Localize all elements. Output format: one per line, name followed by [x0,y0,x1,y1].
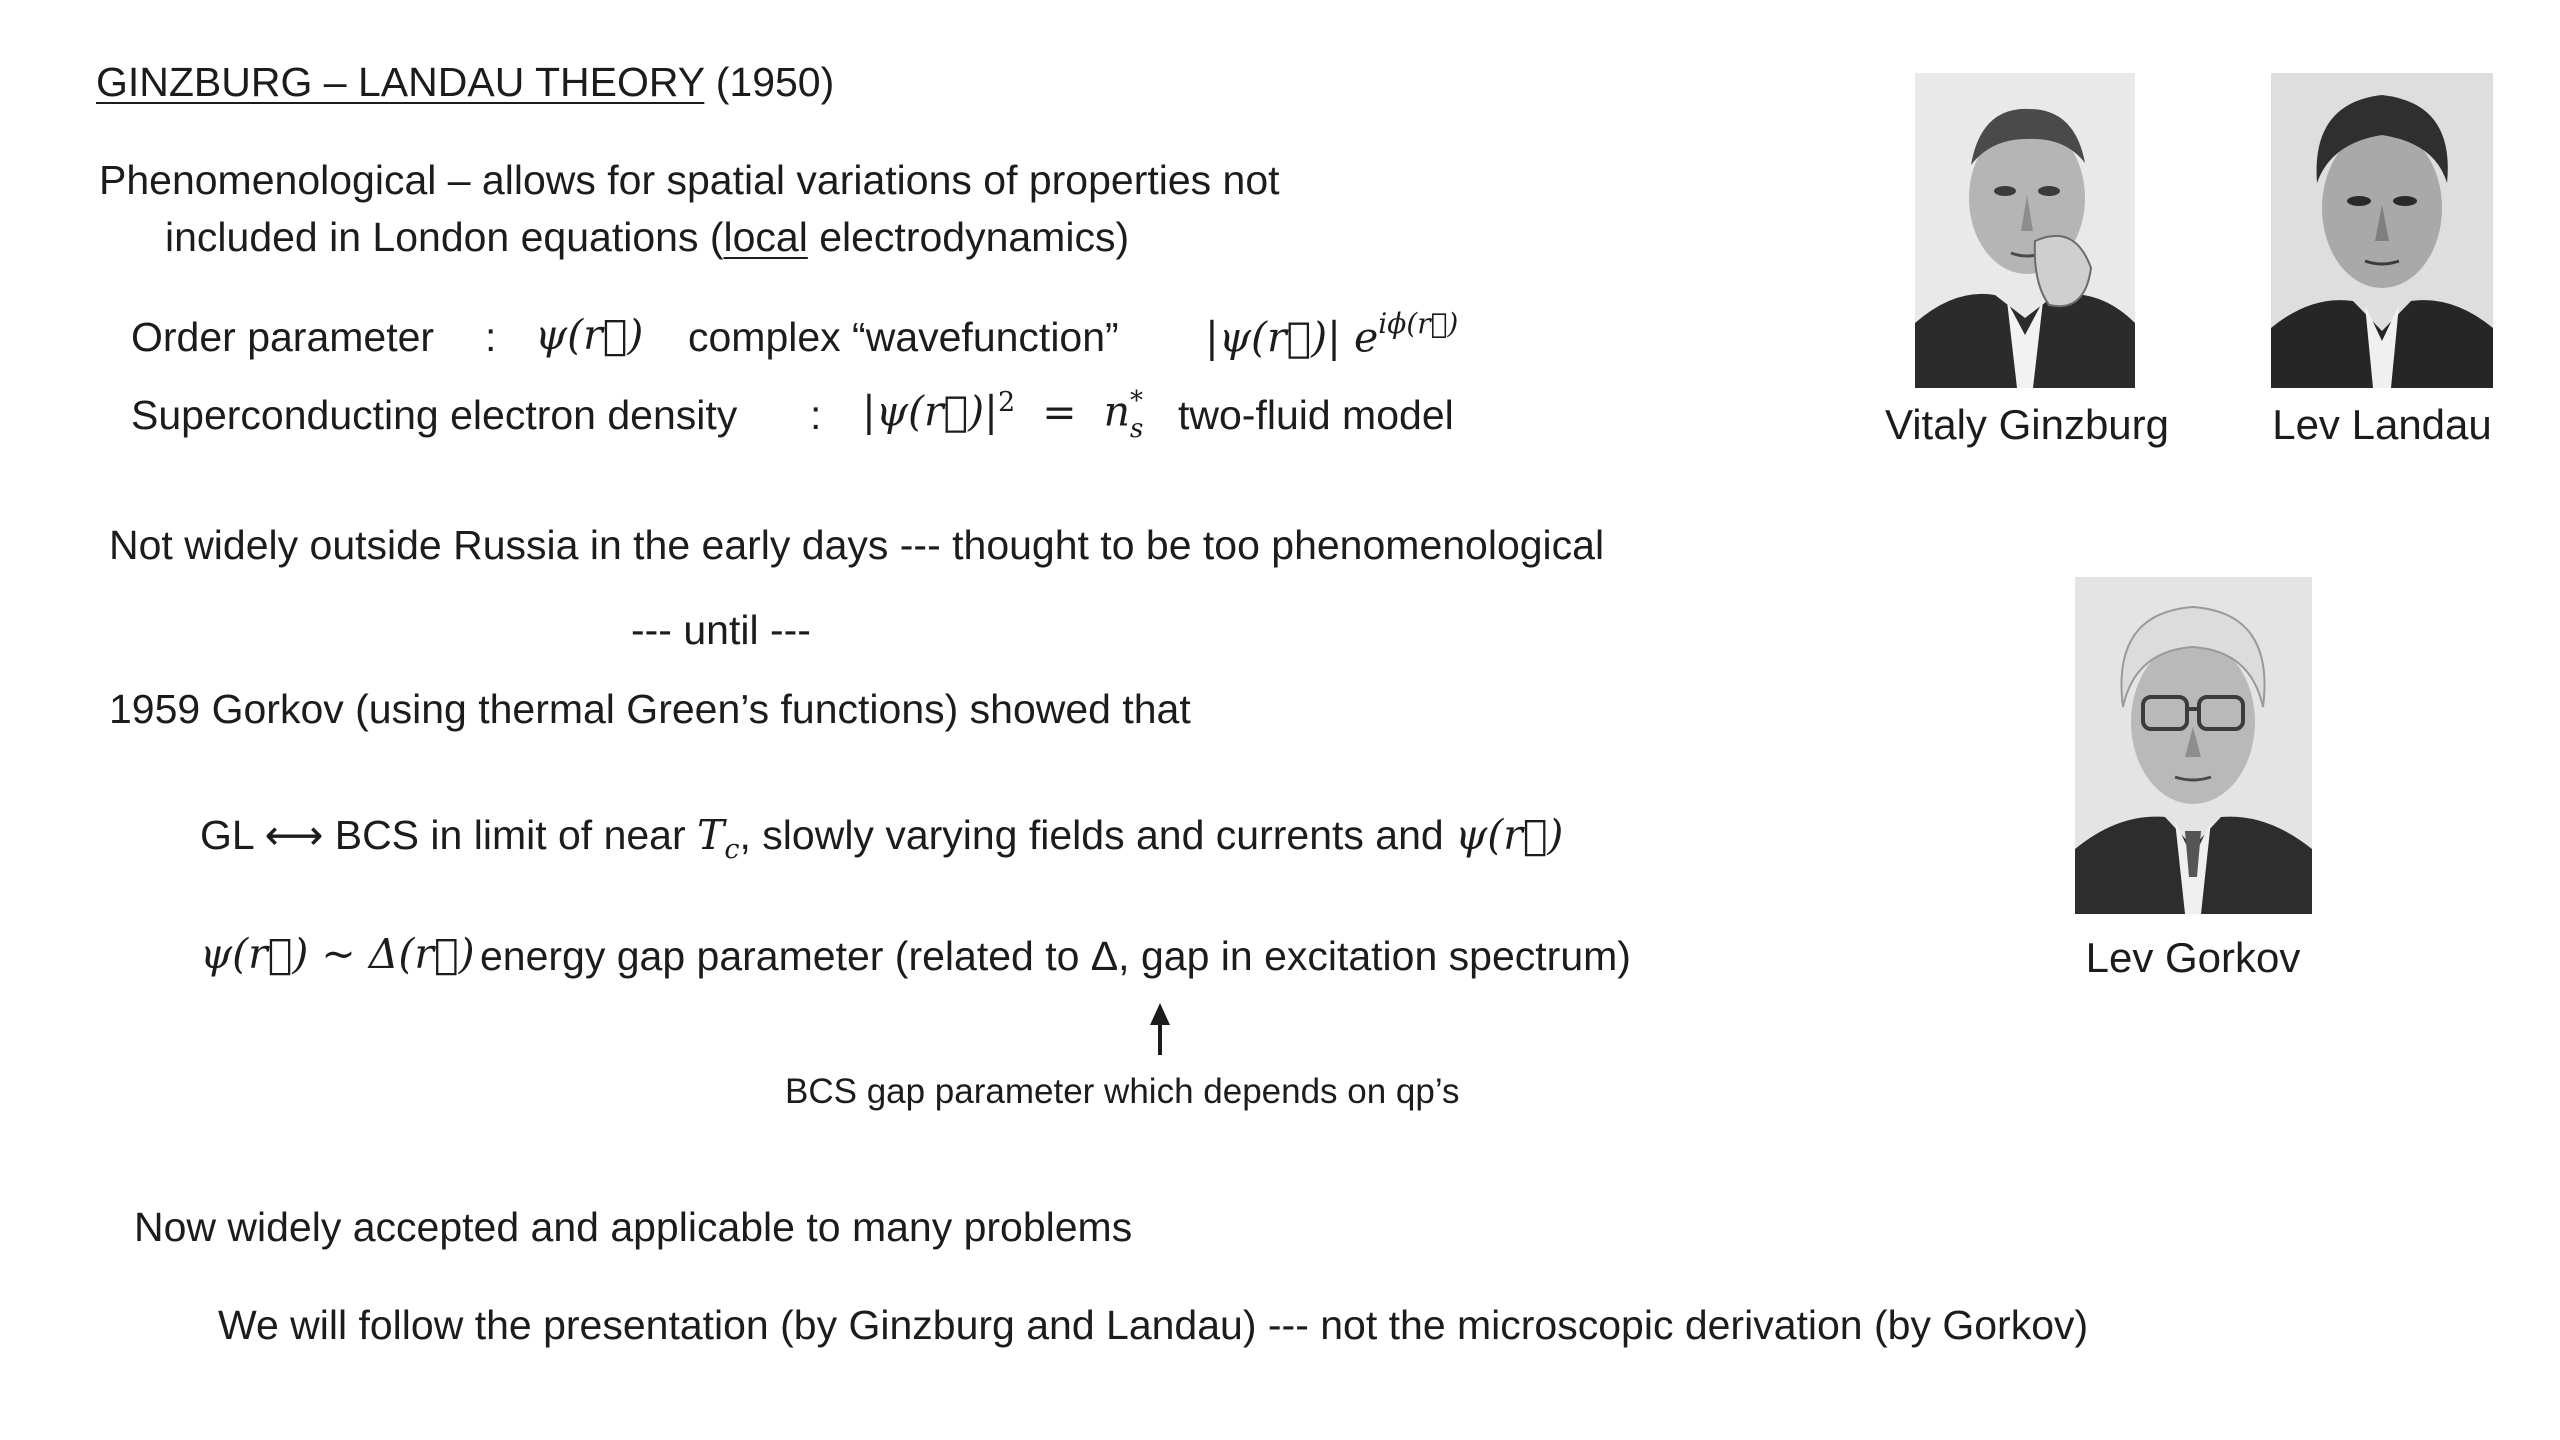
density-modulus: |ψ(r⃗)| [862,387,998,436]
up-arrow-shaft [1158,1022,1162,1055]
gap-note: BCS gap parameter which depends on qp’s [785,1072,1460,1111]
gl-bcs-c: c [724,834,740,866]
gl-bcs-psi: ψ(r⃗) [1455,811,1564,859]
ginzburg-portrait [1915,73,2135,388]
gap-expr: ψ(r⃗) ~ Δ(r⃗) [200,930,475,978]
order-parameter-phase: iϕ(r⃗) [1378,307,1459,340]
gl-bcs-end: , slowly varying fields and currents and [739,812,1456,858]
intro-line-2 [165,213,1129,262]
order-parameter-colon: : [485,314,497,360]
density-equals: = [1042,387,1077,436]
density-n: n [1103,387,1131,436]
ginzburg-portrait-illustration [1915,73,2135,388]
history-line-1: Not widely outside Russia in the early days --- thought to be too phenomenological [109,522,1605,568]
density-exponent: 2 [997,387,1016,418]
density-colon: : [810,392,822,438]
history-gorkov: 1959 Gorkov (using thermal Green’s functions) showed that [109,686,1191,732]
landau-portrait-illustration [2271,73,2493,388]
density-n-star: * [1130,386,1144,417]
intro-line-2-end: electrodynamics) [807,214,1130,260]
gorkov-caption: Lev Gorkov [2085,934,2301,981]
gl-bcs-start: GL ⟷ BCS in limit of near [200,812,698,858]
follow-line: We will follow the presentation (by Ginzburg and Landau) --- not the microscopic derivation (by Gorkov) [218,1302,2089,1348]
gorkov-portrait-illustration [2075,577,2312,914]
ginzburg-caption: Vitaly Ginzburg [1884,401,2170,448]
density-label: Superconducting electron density [131,392,738,438]
density-n-sub: s [1130,414,1144,445]
gl-bcs-T: T [697,811,725,859]
intro-line-1: Phenomenological – allows for spatial variations of properties not [99,157,1280,203]
slide-title [96,58,834,107]
landau-portrait [2271,73,2493,388]
history-until: --- until --- [631,607,811,653]
intro-local-word: local [723,214,808,260]
order-parameter-symbol: ψ(r⃗) [535,311,644,359]
gorkov-portrait [2075,577,2312,914]
order-parameter-label: Order parameter [131,314,435,360]
order-parameter-desc: complex “wavefunction” [688,314,1119,360]
intro-line-2-start: included in London equations ( [165,214,724,260]
order-parameter-expr [1205,307,1459,363]
gap-desc: energy gap parameter (related to Δ, gap in excitation spectrum) [480,933,1631,979]
order-parameter-modulus: |ψ(r⃗)| e [1205,313,1379,362]
title-name: GINZBURG – LANDAU THEORY [96,59,705,105]
landau-caption: Lev Landau [2272,401,2492,448]
density-expr [862,386,1148,445]
title-year: (1950) [715,59,835,105]
gl-bcs-line [200,811,1563,867]
accepted-line: Now widely accepted and applicable to many problems [134,1204,1133,1250]
density-desc: two-fluid model [1178,392,1454,438]
